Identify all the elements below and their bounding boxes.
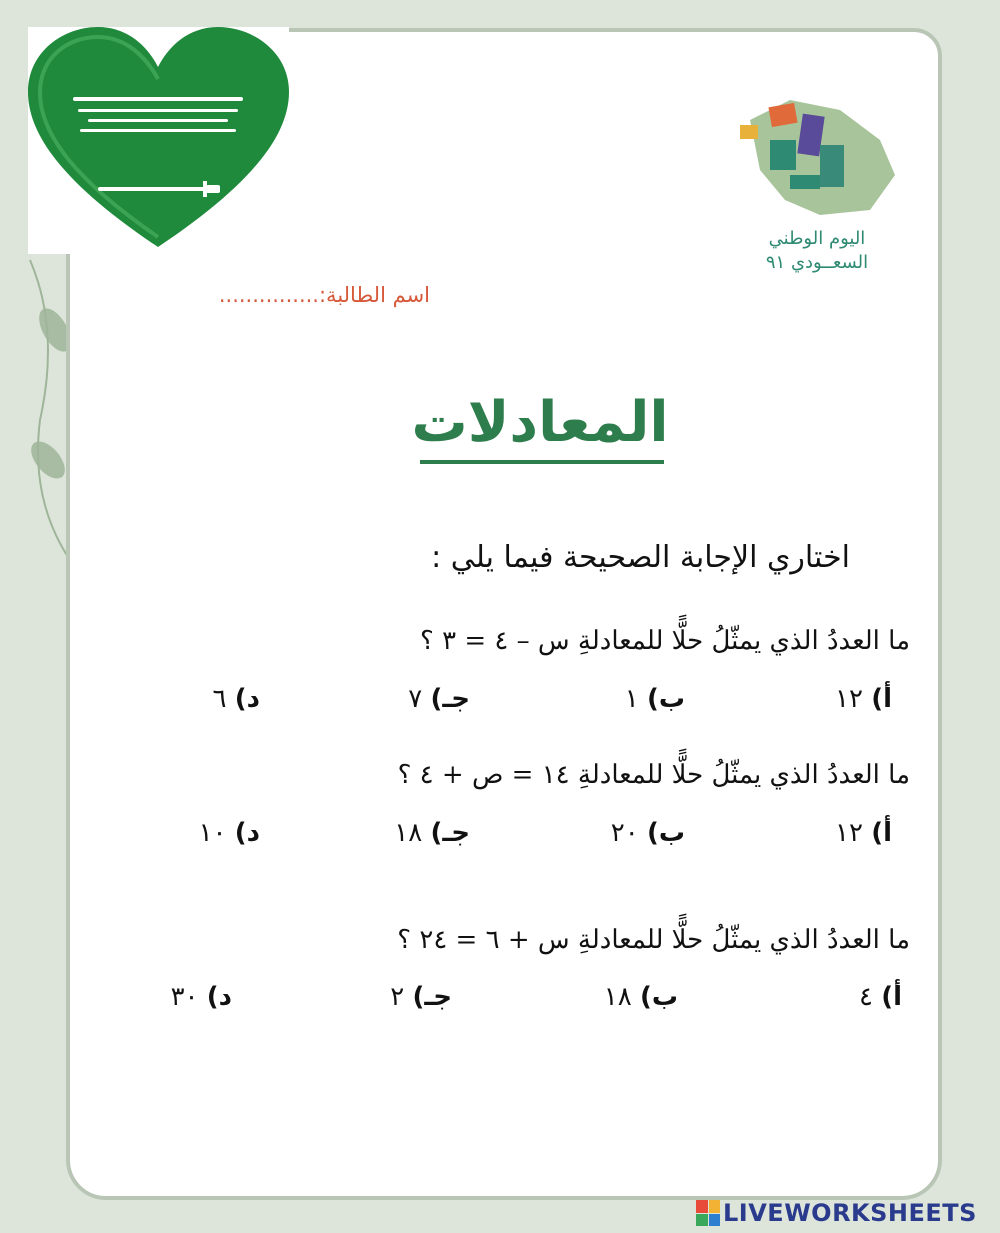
q2-option-a[interactable]: أ) ١٢ — [835, 818, 892, 848]
instruction-text: اختاري الإجابة الصحيحة فيما يلي : — [431, 540, 850, 575]
q3-option-a[interactable]: أ) ٤ — [858, 982, 902, 1012]
q3-option-d[interactable]: د) ٣٠ — [170, 982, 232, 1012]
q2-option-b[interactable]: ب) ٢٠ — [610, 818, 685, 848]
question-3: ما العددُ الذي يمثّلُ حلًّا للمعادلةِ س + ٦ = ٢٤ ؟ — [397, 925, 910, 955]
q1-option-a[interactable]: أ) ١٢ — [835, 684, 892, 714]
page-title: المعادلات — [411, 390, 669, 455]
q3-option-b[interactable]: ب) ١٨ — [603, 982, 678, 1012]
q1-option-d[interactable]: د) ٦ — [212, 684, 260, 714]
question-2: ما العددُ الذي يمثّلُ حلًّا للمعادلةِ ١٤ = ص + ٤ ؟ — [397, 760, 910, 790]
q2-option-c[interactable]: جـ) ١٨ — [394, 818, 470, 848]
heart-flag-icon — [28, 27, 289, 254]
q1-option-b[interactable]: ب) ١ — [624, 684, 685, 714]
q2-option-d[interactable]: د) ١٠ — [198, 818, 260, 848]
student-name-label: اسم الطالبة: — [318, 283, 430, 307]
question-1: ما العددُ الذي يمثّلُ حلًّا للمعادلةِ س – ٤ = ٣ ؟ — [420, 626, 910, 656]
student-name-field[interactable]: ............... — [218, 283, 319, 307]
liveworksheets-logo-icon — [696, 1200, 720, 1226]
student-name-row — [90, 283, 430, 317]
liveworksheets-brand[interactable] — [696, 1196, 977, 1230]
logo-line-national-day: اليوم الوطني — [768, 228, 866, 249]
saudi-map-logo-icon — [730, 90, 905, 230]
saudi-flag-heart — [28, 27, 289, 254]
title-underline — [420, 460, 664, 464]
q1-option-c[interactable]: جـ) ٧ — [408, 684, 470, 714]
q3-option-c[interactable]: جـ) ٢ — [390, 982, 452, 1012]
brand-name: LIVEWORKSHEETS — [723, 1199, 977, 1227]
logo-line-saudi-91: السعــودي ٩١ — [765, 252, 869, 273]
